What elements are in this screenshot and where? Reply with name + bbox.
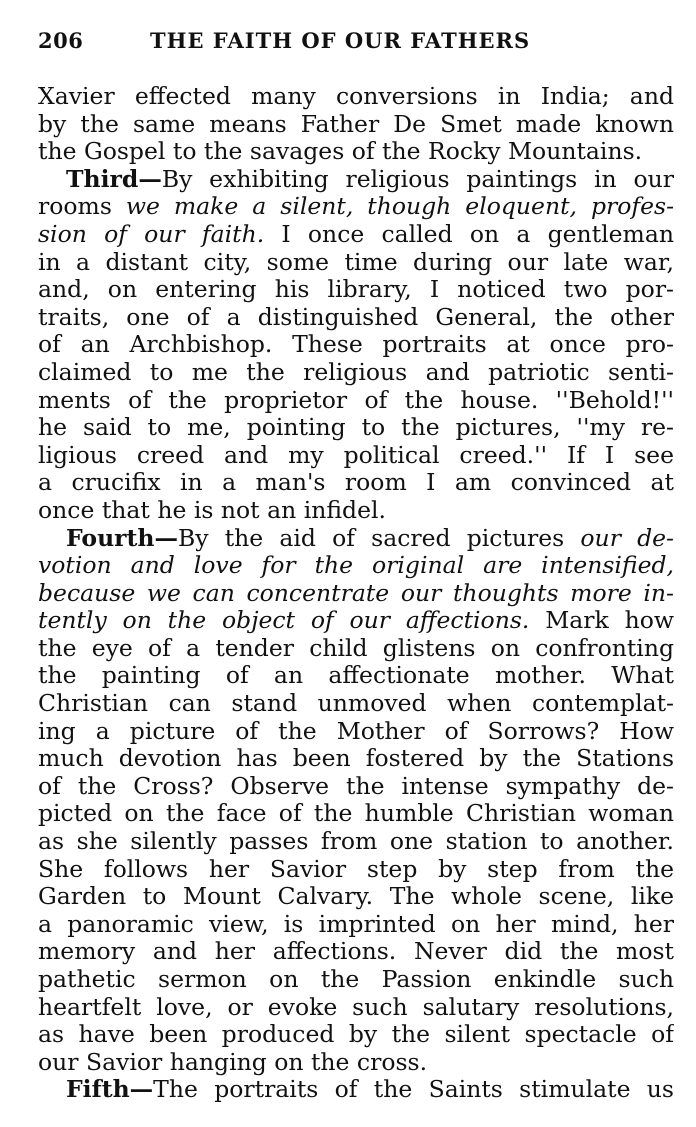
text-line: as have been produced by the silent spectacle of <box>38 1021 674 1049</box>
text-line: Fifth—The portraits of the Saints stimulate us <box>66 1076 674 1104</box>
paragraph <box>38 83 674 166</box>
text-line: because we can concentrate our thoughts more in- <box>38 579 674 607</box>
paragraph <box>38 1076 674 1104</box>
text-line: he said to me, pointing to the pictures, ''my re- <box>38 414 674 442</box>
text-line: tently on the object of our affections. Mark how <box>38 607 674 635</box>
running-title: THE FAITH OF OUR FATHERS <box>150 28 531 53</box>
text-line: the painting of an affectionate mother. What <box>38 662 674 690</box>
text-line: She follows her Savior step by step from the <box>38 855 674 883</box>
text-line: much devotion has been fostered by the Stations <box>38 745 674 773</box>
text-line: ligious creed and my political creed.'' If I see <box>38 441 674 469</box>
text-line: as she silently passes from one station to another. <box>38 828 674 856</box>
text-line: picted on the face of the humble Christian woman <box>38 800 674 828</box>
text-line: once that he is not an infidel. <box>38 496 386 524</box>
text-line: of the Cross? Observe the intense sympathy de- <box>38 772 674 800</box>
paragraph <box>38 525 674 1077</box>
text-line: Christian can stand unmoved when contemplat- <box>38 690 674 718</box>
text-line: in a distant city, some time during our late war, <box>38 248 674 276</box>
text-line: the eye of a tender child glistens on confronting <box>38 634 674 662</box>
text-line: traits, one of a distinguished General, the other <box>38 303 674 331</box>
text-line: by the same means Father De Smet made known <box>38 110 674 138</box>
book-page <box>38 24 674 1114</box>
text-line: Xavier effected many conversions in India; and <box>38 83 674 110</box>
text-line: ing a picture of the Mother of Sorrows? How <box>38 717 674 745</box>
text-line: our Savior hanging on the cross. <box>38 1048 428 1076</box>
text-line: the Gospel to the savages of the Rocky Mountains. <box>38 138 643 166</box>
body-text <box>38 83 674 1104</box>
text-line: a crucifix in a man's room I am convinced at <box>38 469 674 497</box>
page-number: 206 <box>38 28 84 53</box>
text-line: pathetic sermon on the Passion enkindle such <box>38 966 674 993</box>
paragraph <box>38 166 674 525</box>
text-line: heartfelt love, or evoke such salutary resolutions, <box>38 993 674 1021</box>
text-line: votion and love for the original are intensified, <box>38 552 674 580</box>
text-line: Third—By exhibiting religious paintings in our <box>66 165 674 193</box>
text-line: ments of the proprietor of the house. ''Behold!'' <box>38 386 674 414</box>
page-header <box>38 24 674 58</box>
text-line: rooms we make a silent, though eloquent, profes- <box>38 193 674 221</box>
text-line: Fourth—By the aid of sacred pictures our de- <box>66 524 674 552</box>
text-line: Garden to Mount Calvary. The whole scene, like <box>38 883 674 911</box>
text-line: and, on entering his library, I noticed two por- <box>38 276 674 304</box>
text-line: of an Archbishop. These portraits at once pro- <box>38 331 674 359</box>
text-line: a panoramic view, is imprinted on her mind, her <box>38 910 674 938</box>
text-line: claimed to me the religious and patriotic senti- <box>38 358 674 386</box>
text-line: memory and her affections. Never did the most <box>38 938 674 966</box>
text-line: sion of our faith. I once called on a gentleman <box>38 220 674 248</box>
